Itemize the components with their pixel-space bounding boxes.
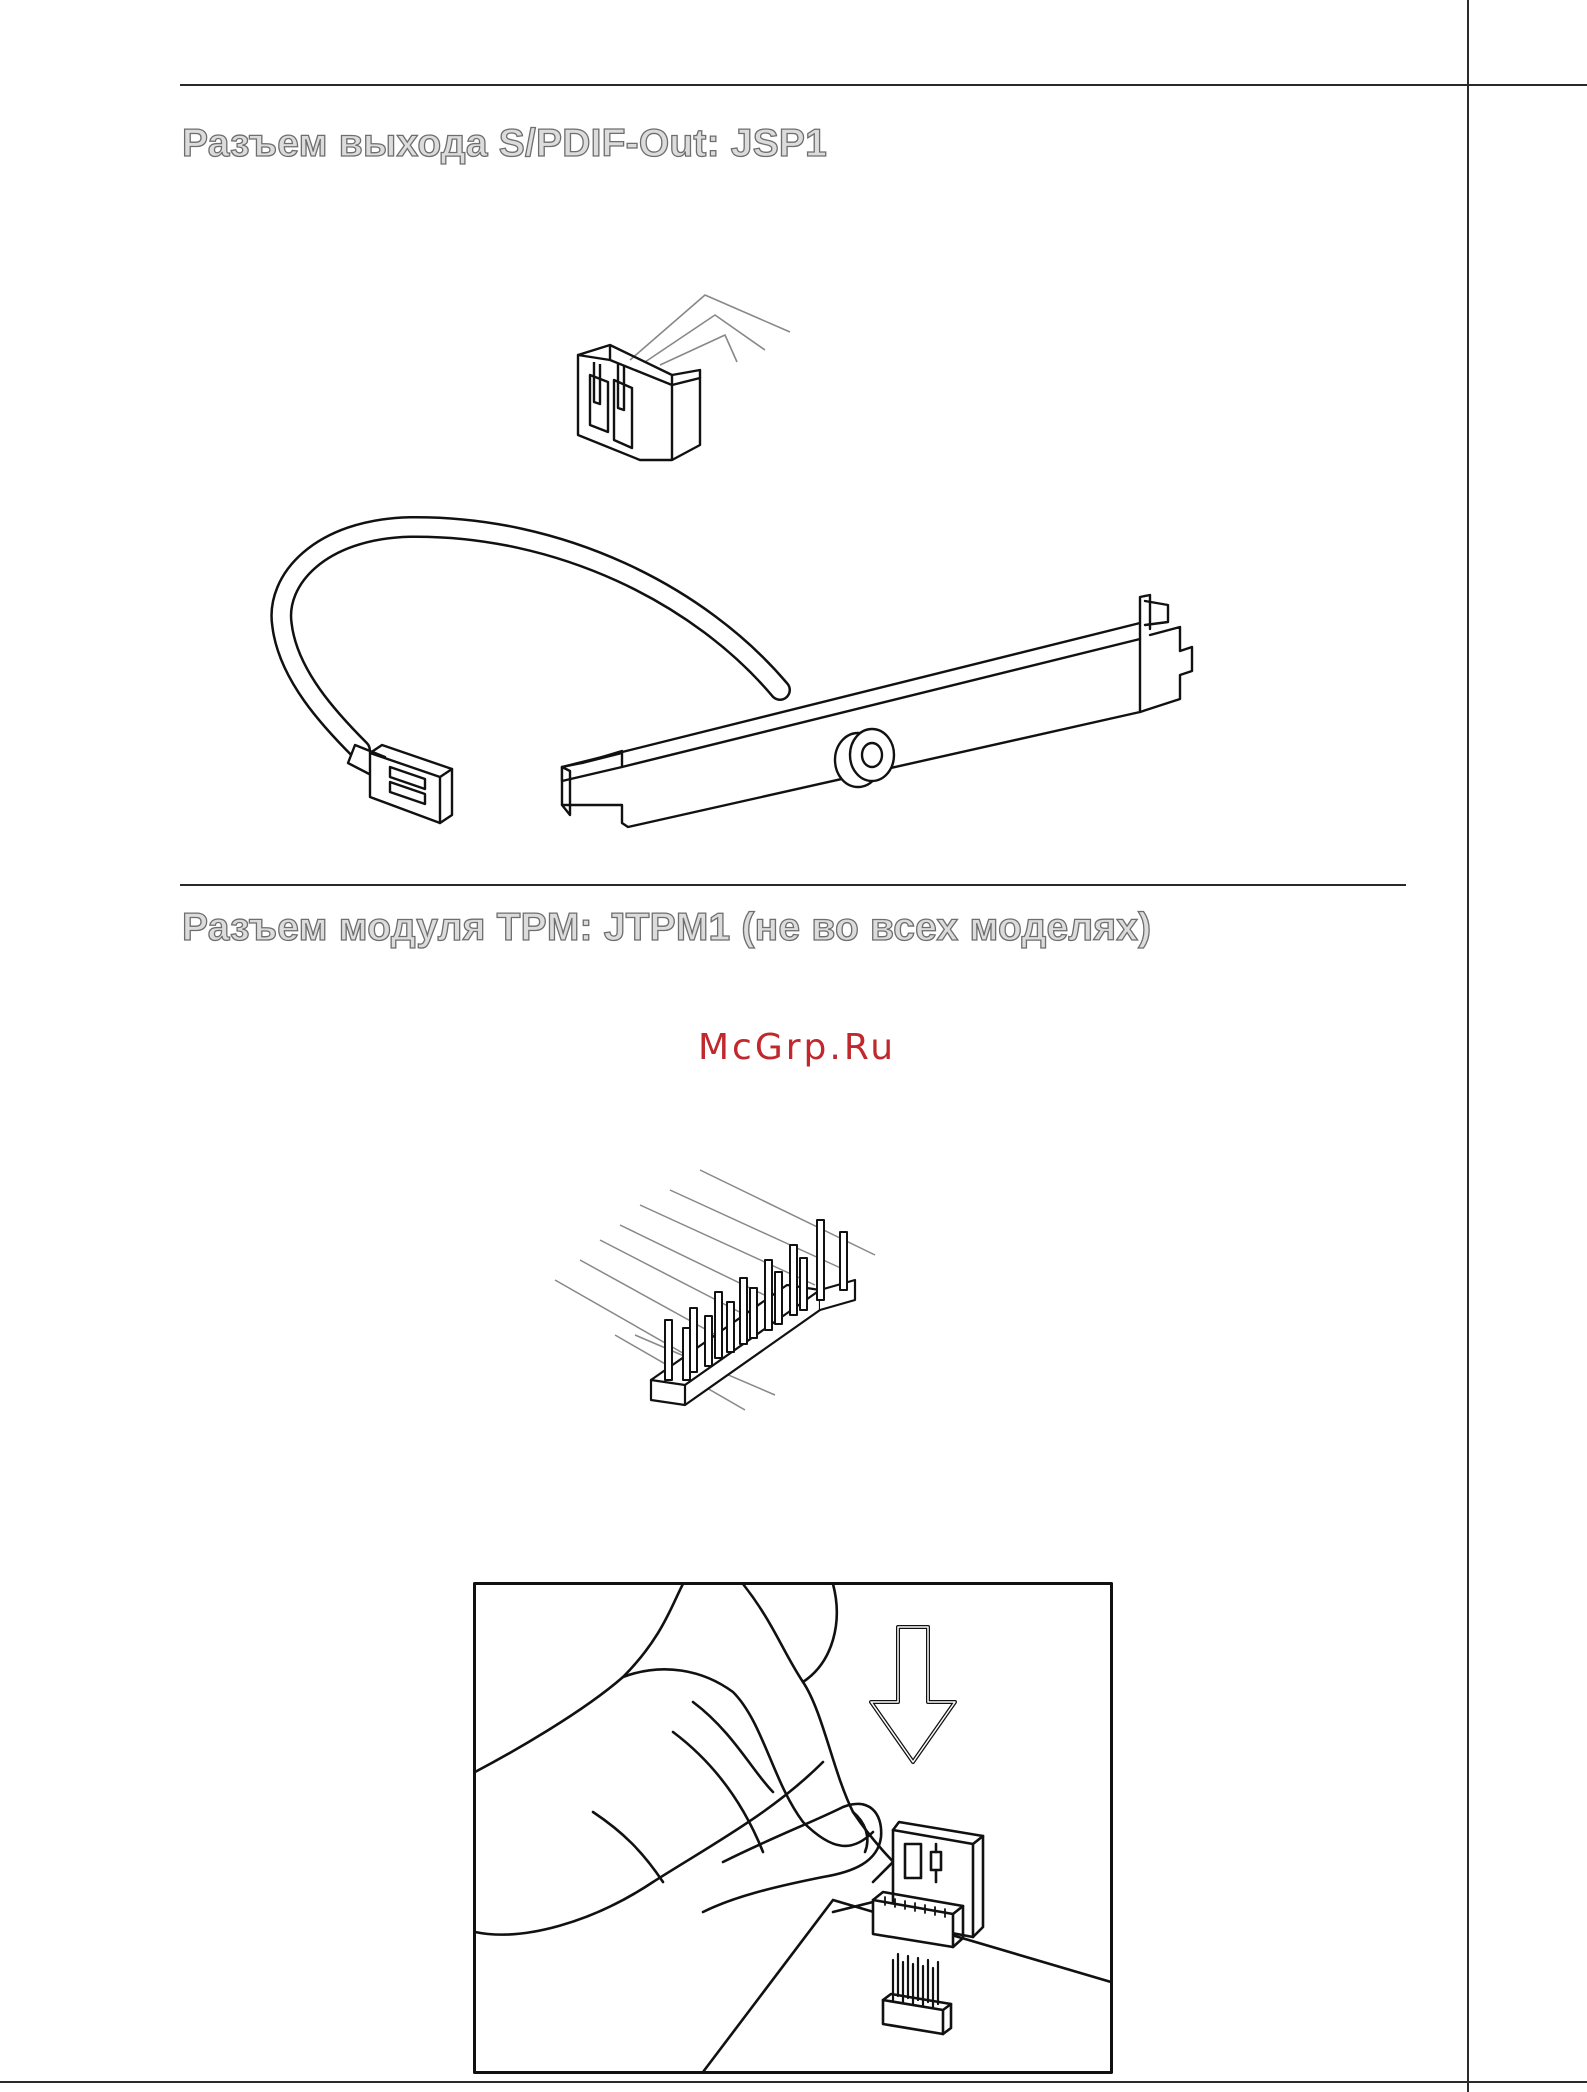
top-rule [180, 84, 1587, 86]
tpm-install-illustration [473, 1582, 1113, 2074]
tpm-pin-header-illustration [555, 1160, 925, 1420]
spdif-header-illustration [570, 290, 800, 470]
spdif-section-title: Разъем выхода S/PDIF-Out: JSP1 [182, 122, 828, 165]
section-divider [180, 884, 1406, 886]
bottom-rule [0, 2081, 1587, 2083]
tpm-section-title: Разъем модуля TPM: JTPM1 (не во всех моделях) [182, 906, 1152, 949]
watermark-text: McGrp.Ru [698, 1027, 897, 1068]
right-margin-rule [1467, 0, 1469, 2092]
spdif-bracket-cable-illustration [260, 505, 1230, 845]
